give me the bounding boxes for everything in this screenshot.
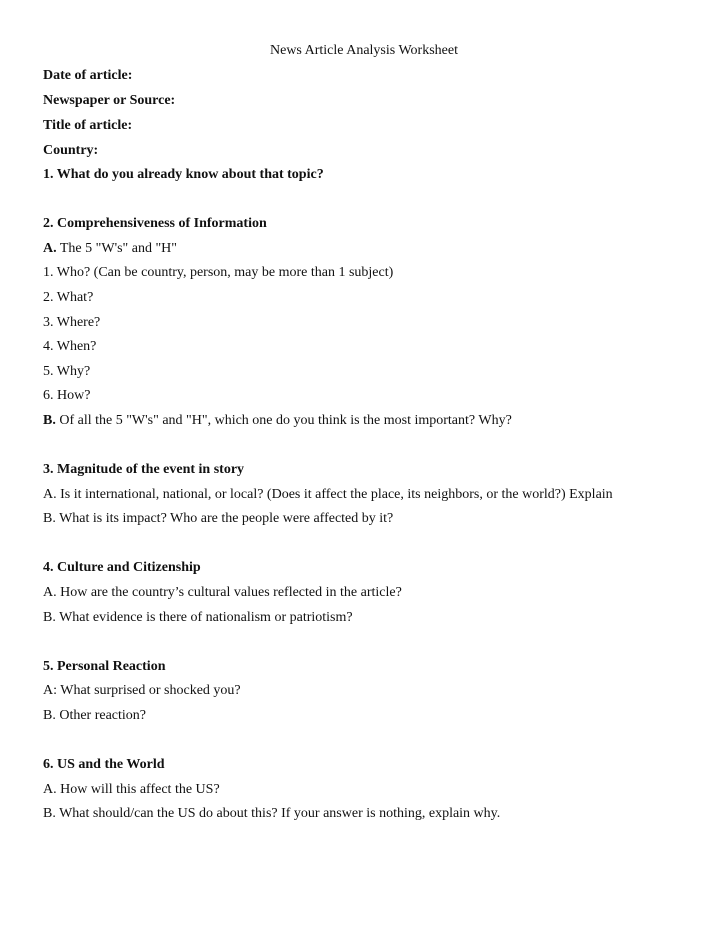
question-6a: A. How will this affect the US? <box>43 782 220 797</box>
question-2b-prefix: B. <box>43 413 56 428</box>
question-3-heading: 3. Magnitude of the event in story <box>43 462 245 477</box>
question-3b: B. What is its impact? Who are the people were affected by it? <box>43 511 394 526</box>
question-5b: B. Other reaction? <box>43 708 147 723</box>
worksheet-title: News Article Analysis Worksheet <box>270 43 458 58</box>
question-6-heading: 6. US and the World <box>43 757 165 772</box>
newspaper-source-label: Newspaper or Source: <box>43 93 176 108</box>
question-5-heading: 5. Personal Reaction <box>43 659 166 674</box>
question-5a: A: What surprised or shocked you? <box>43 683 241 698</box>
question-4-heading: 4. Culture and Citizenship <box>43 560 201 575</box>
question-6b: B. What should/can the US do about this? If your answer is nothing, explain why. <box>43 806 501 821</box>
question-2b <box>43 412 512 430</box>
question-2-item-where: 3. Where? <box>43 315 101 330</box>
question-2-item-when: 4. When? <box>43 339 97 354</box>
title-of-article-label: Title of article: <box>43 118 133 133</box>
question-2-heading: 2. Comprehensiveness of Information <box>43 216 267 231</box>
date-of-article-label: Date of article: <box>43 68 133 83</box>
country-label: Country: <box>43 143 99 158</box>
question-2-item-who: 1. Who? (Can be country, person, may be more than 1 subject) <box>43 265 394 280</box>
question-4a: A. How are the country’s cultural values reflected in the article? <box>43 585 402 600</box>
question-2-item-why: 5. Why? <box>43 364 91 379</box>
question-2a-text: The 5 "W's" and "H" <box>56 241 178 256</box>
question-2-item-what: 2. What? <box>43 290 94 305</box>
question-2a-prefix: A. <box>43 241 57 256</box>
question-1-heading: 1. What do you already know about that topic? <box>43 167 324 182</box>
question-2-item-how: 6. How? <box>43 388 91 403</box>
question-2a <box>43 240 177 258</box>
question-2b-text: Of all the 5 "W's" and "H", which one do you think is the most important? Why? <box>55 413 512 428</box>
question-3a: A. Is it international, national, or local? (Does it affect the place, its neighbors, or the world?) Explain <box>43 487 613 502</box>
question-4b: B. What evidence is there of nationalism or patriotism? <box>43 610 353 625</box>
